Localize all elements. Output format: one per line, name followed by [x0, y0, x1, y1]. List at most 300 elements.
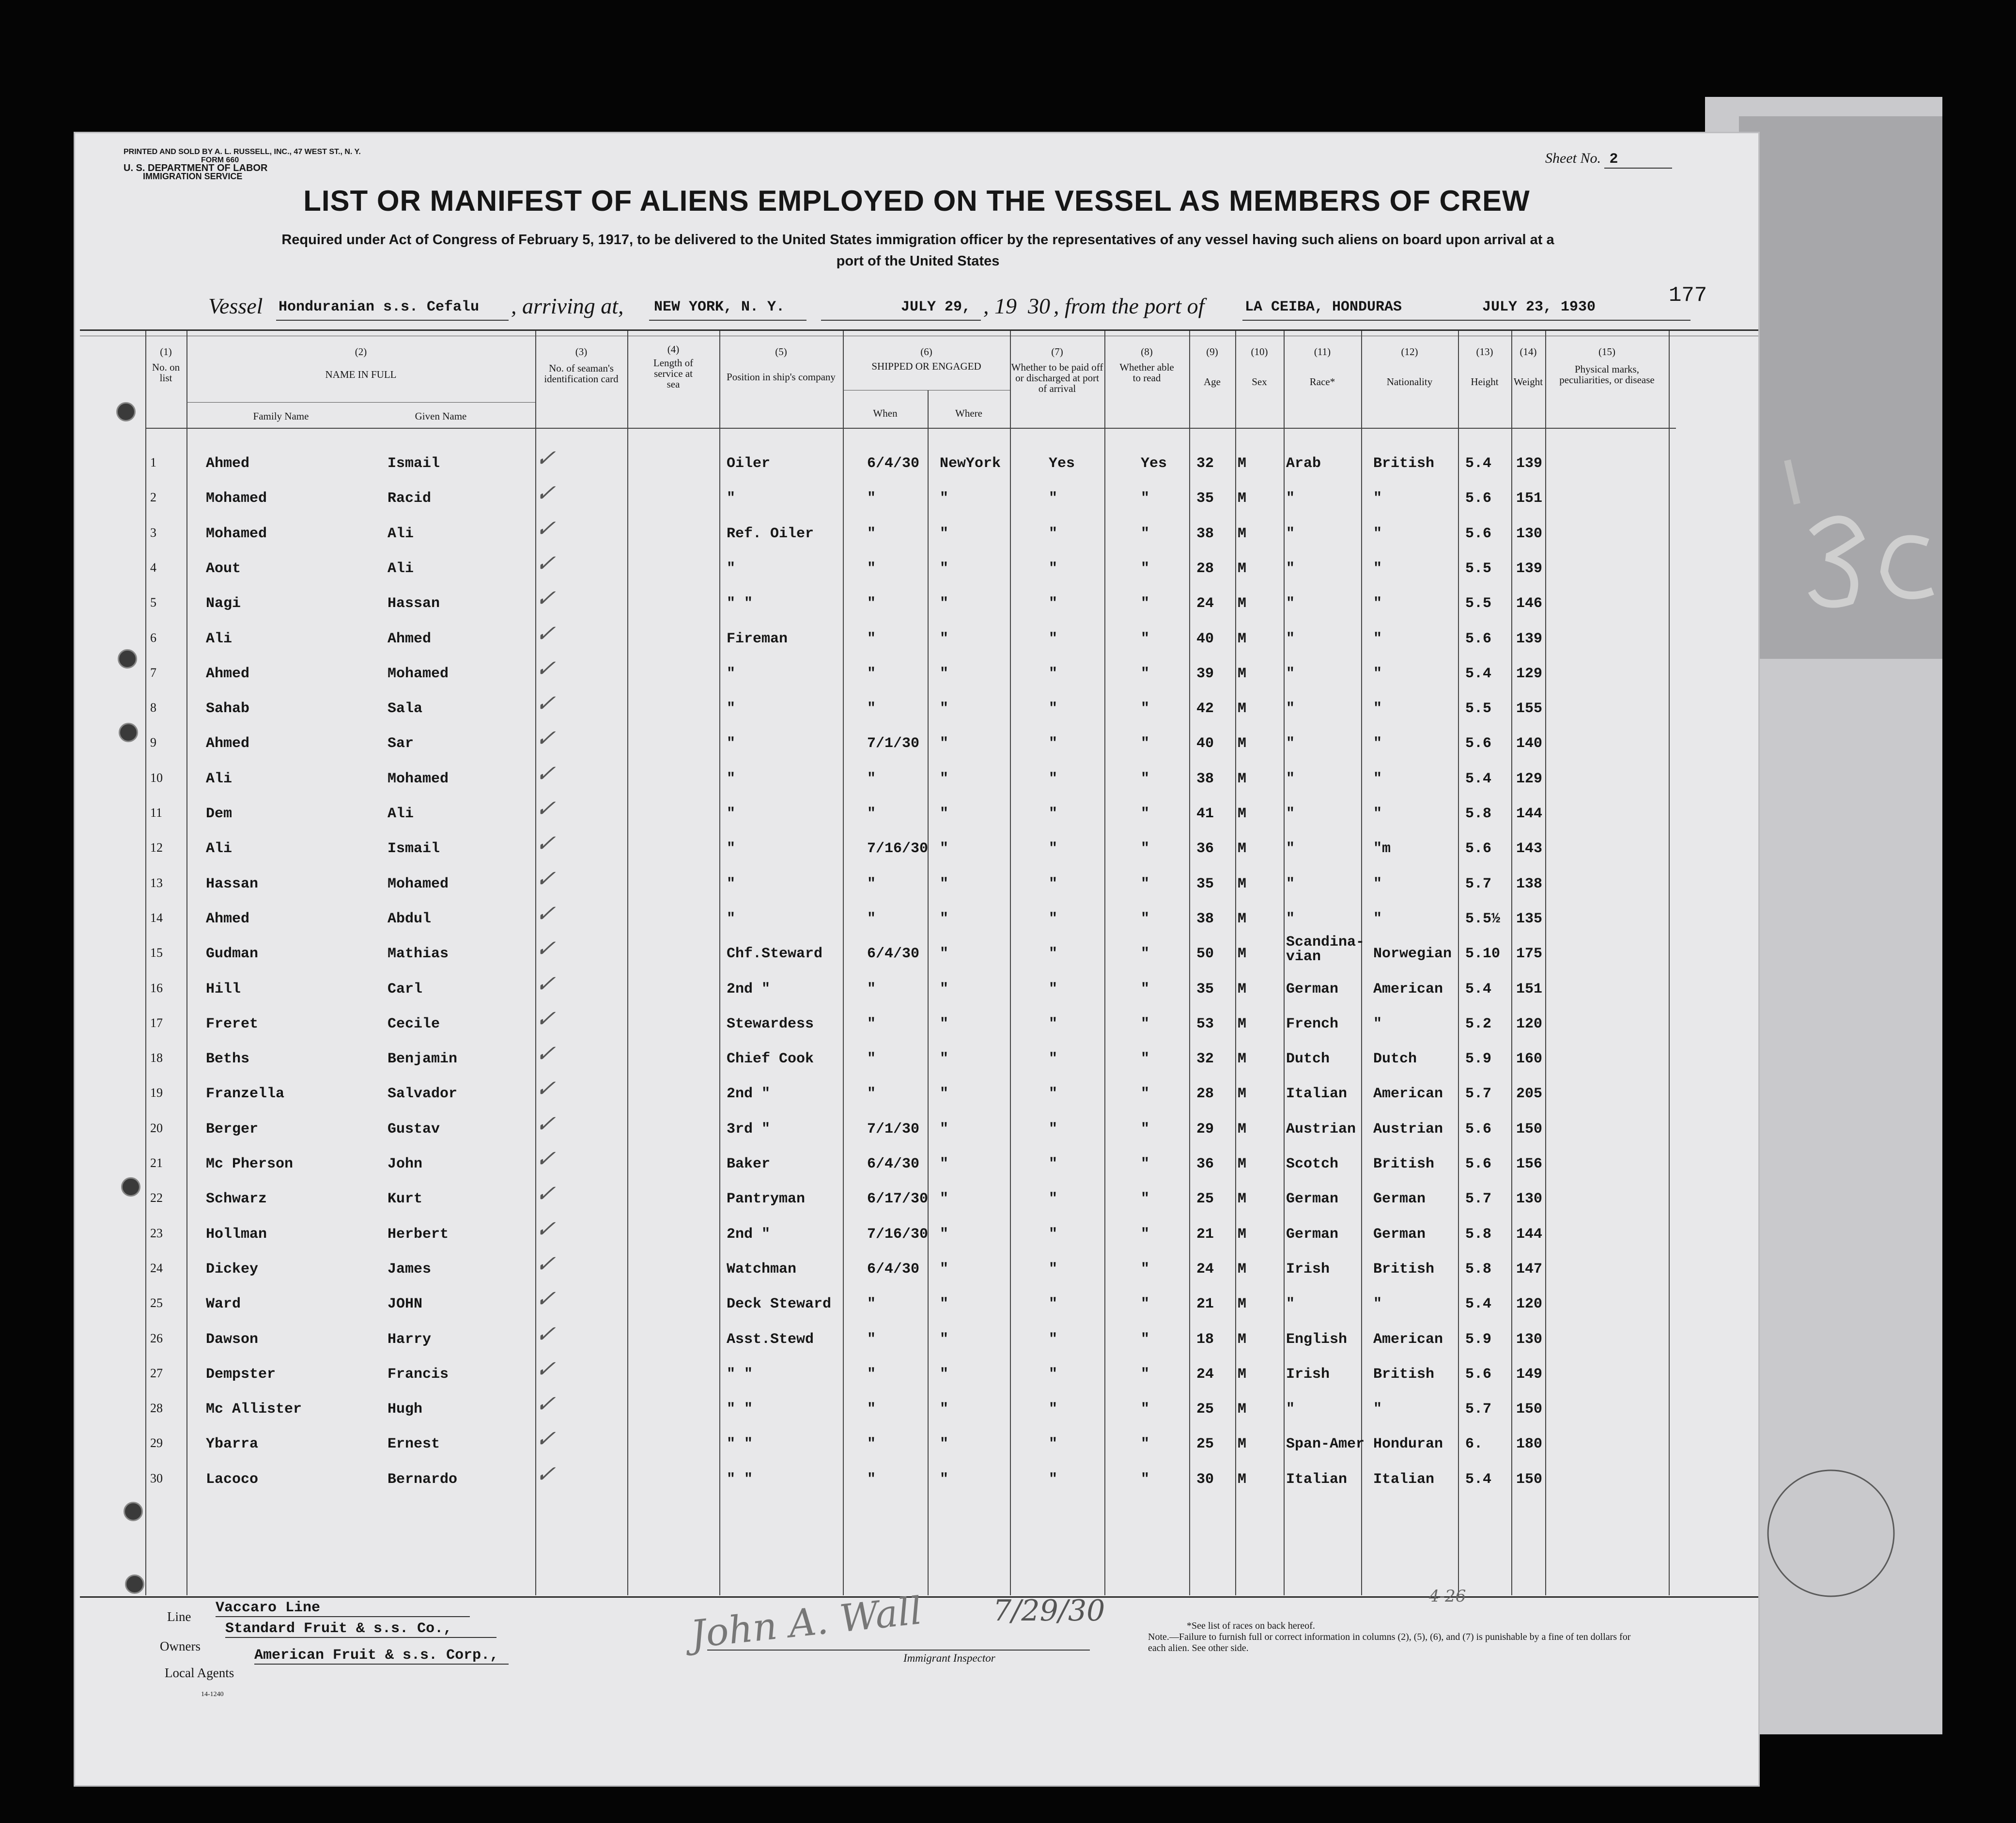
cell-given-name: JOHN [388, 1296, 423, 1312]
cell-row-number: 4 [150, 561, 156, 575]
cell-sex: M [1238, 806, 1247, 822]
cell-family-name: Hassan [206, 876, 259, 892]
cell-weight: 175 [1516, 946, 1543, 962]
cell-shipped-when: " [867, 911, 876, 927]
check-mark-icon: ✓ [532, 1461, 562, 1488]
cell-weight: 120 [1516, 1296, 1543, 1312]
cell-sex: M [1238, 771, 1247, 787]
cell-family-name: Hollman [206, 1226, 267, 1243]
cell-paid-off: " [1049, 701, 1058, 717]
check-mark-icon: ✓ [532, 1215, 562, 1243]
cell-race: Irish [1286, 1261, 1330, 1278]
table-row [0, 1040, 1695, 1081]
cell-able-to-read: " [1141, 946, 1150, 962]
cell-height: 5.9 [1465, 1331, 1492, 1348]
cell-able-to-read: " [1141, 526, 1150, 542]
cell-able-to-read: " [1141, 561, 1150, 577]
cell-weight: 156 [1516, 1156, 1543, 1172]
cell-nationality: " [1373, 666, 1382, 682]
cell-row-number: 6 [150, 631, 156, 645]
cell-weight: 149 [1516, 1366, 1543, 1383]
cell-shipped-when: " [867, 1471, 876, 1488]
cell-nationality: British [1373, 1366, 1435, 1383]
line-label: Line [167, 1609, 191, 1624]
cell-race: " [1286, 735, 1295, 752]
cell-family-name: Gudman [206, 946, 259, 962]
note-races: *See list of races on back hereof. [1187, 1620, 1315, 1631]
cell-given-name: Bernardo [388, 1471, 458, 1488]
cell-nationality: " [1373, 1401, 1382, 1418]
check-mark-icon: ✓ [532, 585, 562, 612]
cell-sex: M [1238, 1366, 1247, 1383]
margin-pencil-mark [1768, 446, 1952, 620]
cell-shipped-where: " [940, 1226, 949, 1243]
cell-sex: M [1238, 526, 1247, 542]
cell-race: " [1286, 701, 1295, 717]
check-mark-icon: ✓ [532, 655, 562, 682]
cell-shipped-where: " [940, 1016, 949, 1032]
cell-family-name: Mc Allister [206, 1401, 302, 1418]
cell-paid-off: " [1049, 841, 1058, 857]
cell-row-number: 17 [150, 1016, 163, 1030]
cell-given-name: Ali [388, 806, 414, 822]
table-row [0, 550, 1695, 591]
cell-shipped-where: " [940, 735, 949, 752]
col-given-header: Given Name [415, 410, 467, 422]
cell-height: 5.8 [1465, 806, 1492, 822]
punch-hole [125, 1574, 144, 1594]
cell-nationality: " [1373, 771, 1382, 787]
owners-value: Standard Fruit & s.s. Co., [225, 1620, 496, 1638]
cell-row-number: 11 [150, 806, 163, 820]
col-height-header: (13) Height [1471, 346, 1499, 388]
check-mark-icon: ✓ [532, 795, 562, 822]
cell-race: " [1286, 666, 1295, 682]
cell-age: 38 [1196, 526, 1214, 542]
cell-given-name: Harry [388, 1331, 432, 1348]
cell-age: 21 [1196, 1296, 1214, 1312]
cell-sex: M [1238, 841, 1247, 857]
cell-paid-off: " [1049, 595, 1058, 612]
check-mark-icon: ✓ [532, 550, 562, 577]
cell-paid-off: " [1049, 876, 1058, 892]
cell-position: " [727, 806, 736, 822]
cell-able-to-read: " [1141, 1121, 1150, 1137]
cell-family-name: Nagi [206, 595, 241, 612]
cell-position: Fireman [727, 631, 788, 647]
cell-race: " [1286, 526, 1295, 542]
cell-age: 36 [1196, 841, 1214, 857]
cell-nationality: British [1373, 1261, 1435, 1278]
cell-race: " [1286, 1296, 1295, 1312]
cell-able-to-read: " [1141, 1471, 1150, 1488]
cell-shipped-when: 6/4/30 [867, 1156, 920, 1172]
page-number: 177 [1669, 283, 1707, 308]
cell-sex: M [1238, 561, 1247, 577]
cell-race: Austrian [1286, 1121, 1356, 1137]
cell-age: 39 [1196, 666, 1214, 682]
cell-height: 5.6 [1465, 735, 1492, 752]
table-row [0, 1321, 1695, 1361]
cell-able-to-read: " [1141, 1226, 1150, 1243]
check-mark-icon: ✓ [532, 690, 562, 717]
local-agents-label: Local Agents [165, 1666, 234, 1680]
cell-shipped-where: NewYork [940, 455, 1001, 472]
cell-position: " [727, 735, 736, 752]
cell-race: Italian [1286, 1471, 1348, 1488]
cell-shipped-where: " [940, 1401, 949, 1418]
cell-able-to-read: " [1141, 1436, 1150, 1452]
cell-sex: M [1238, 946, 1247, 962]
cell-row-number: 26 [150, 1331, 163, 1345]
cell-family-name: Dempster [206, 1366, 276, 1383]
cell-weight: 140 [1516, 735, 1543, 752]
cell-paid-off: " [1049, 1296, 1058, 1312]
cell-shipped-when: " [867, 666, 876, 682]
cell-position: " [727, 561, 736, 577]
cell-race: " [1286, 771, 1295, 787]
cell-height: 5.6 [1465, 1366, 1492, 1383]
vessel-name: Honduranian s.s. Cefalu [279, 299, 480, 315]
cell-row-number: 13 [150, 876, 163, 890]
cell-shipped-when: 7/1/30 [867, 735, 920, 752]
cell-family-name: Dickey [206, 1261, 259, 1278]
cell-able-to-read: " [1141, 1261, 1150, 1278]
cell-height: 5.6 [1465, 526, 1492, 542]
cell-nationality: American [1373, 981, 1443, 997]
cell-weight: 129 [1516, 771, 1543, 787]
cell-shipped-when: " [867, 1401, 876, 1418]
cell-shipped-where: " [940, 701, 949, 717]
cell-weight: 144 [1516, 1226, 1543, 1243]
cell-given-name: Ismail [388, 455, 440, 472]
cell-race: Scandina-vian [1286, 934, 1365, 965]
printer-line: PRINTED AND SOLD BY A. L. RUSSELL, INC., 47 WEST ST., N. Y. [124, 148, 361, 156]
cell-position: Deck Steward [727, 1296, 832, 1312]
check-mark-icon: ✓ [532, 515, 562, 542]
check-mark-icon: ✓ [532, 935, 562, 962]
check-mark-icon: ✓ [532, 1145, 562, 1172]
col-position-header: (5) Position in ship's company [727, 346, 836, 383]
cell-given-name: Cecile [388, 1016, 440, 1032]
cell-family-name: Aout [206, 561, 241, 577]
cell-sex: M [1238, 981, 1247, 997]
cell-paid-off: " [1049, 526, 1058, 542]
cell-shipped-when: " [867, 1086, 876, 1102]
table-row [0, 1285, 1695, 1326]
cell-age: 35 [1196, 981, 1214, 997]
cell-given-name: Sala [388, 701, 423, 717]
col-shipped-header: (6) SHIPPED OR ENGAGED [871, 346, 981, 372]
cell-row-number: 5 [150, 595, 156, 609]
cell-row-number: 3 [150, 526, 156, 540]
cell-given-name: Ali [388, 561, 414, 577]
cell-paid-off: " [1049, 806, 1058, 822]
cell-given-name: Abdul [388, 911, 432, 927]
col-sex-header: (10) Sex [1251, 346, 1268, 388]
cell-weight: 143 [1516, 841, 1543, 857]
cell-sex: M [1238, 1401, 1247, 1418]
sheet-number [1545, 150, 1672, 169]
cell-position: Watchman [727, 1261, 797, 1278]
cell-able-to-read: " [1141, 1331, 1150, 1348]
col-where-header: Where [955, 407, 982, 419]
table-row [0, 1356, 1695, 1396]
cell-row-number: 25 [150, 1296, 163, 1310]
cell-given-name: Francis [388, 1366, 449, 1383]
cell-shipped-where: " [940, 561, 949, 577]
cell-given-name: Kurt [388, 1191, 423, 1207]
cell-shipped-when: " [867, 490, 876, 507]
cell-age: 35 [1196, 876, 1214, 892]
cell-paid-off: " [1049, 911, 1058, 927]
cell-race: " [1286, 631, 1295, 647]
cell-height: 5.7 [1465, 876, 1492, 892]
cell-height: 5.7 [1465, 1191, 1492, 1207]
cell-given-name: Salvador [388, 1086, 458, 1102]
owners-label: Owners [160, 1639, 201, 1653]
cell-nationality: " [1373, 876, 1382, 892]
check-mark-icon: ✓ [532, 445, 562, 472]
cell-weight: 144 [1516, 806, 1543, 822]
cell-family-name: Beths [206, 1051, 250, 1067]
cell-row-number: 16 [150, 981, 163, 995]
cell-race: German [1286, 1226, 1339, 1243]
cell-race: Irish [1286, 1366, 1330, 1383]
page-subtitle [203, 229, 1632, 272]
cell-sex: M [1238, 631, 1247, 647]
cell-weight: 151 [1516, 490, 1543, 507]
cell-nationality: British [1373, 455, 1435, 472]
cell-paid-off: " [1049, 561, 1058, 577]
cell-nationality: German [1373, 1226, 1426, 1243]
cell-shipped-where: " [940, 526, 949, 542]
cell-nationality: Norwegian [1373, 946, 1452, 962]
cell-nationality: " [1373, 735, 1382, 752]
cell-shipped-where: " [940, 1331, 949, 1348]
cell-shipped-when: " [867, 771, 876, 787]
cell-nationality: American [1373, 1331, 1443, 1348]
col-read-header: (8) Whether able to read [1119, 346, 1174, 384]
cell-row-number: 21 [150, 1156, 163, 1170]
cell-height: 5.7 [1465, 1086, 1492, 1102]
cell-height: 6. [1465, 1436, 1483, 1452]
cell-race: " [1286, 806, 1295, 822]
cell-sex: M [1238, 1296, 1247, 1312]
cell-shipped-where: " [940, 1121, 949, 1137]
cell-age: 40 [1196, 631, 1214, 647]
check-mark-icon: ✓ [532, 760, 562, 787]
cell-age: 24 [1196, 1261, 1214, 1278]
cell-shipped-when: 7/16/30 [867, 841, 929, 857]
cell-paid-off: " [1049, 1226, 1058, 1243]
cell-given-name: Ismail [388, 841, 440, 857]
cell-height: 5.4 [1465, 1296, 1492, 1312]
cell-weight: 139 [1516, 561, 1543, 577]
cell-able-to-read: " [1141, 595, 1150, 612]
table-row [0, 830, 1695, 871]
cell-age: 25 [1196, 1191, 1214, 1207]
cell-nationality: British [1373, 1156, 1435, 1172]
cell-family-name: Mohamed [206, 490, 267, 507]
cell-position: 2nd " [727, 1086, 771, 1102]
table-row [0, 1250, 1695, 1291]
check-mark-icon: ✓ [532, 1390, 562, 1418]
form-meta [124, 148, 361, 181]
cell-age: 32 [1196, 455, 1214, 472]
cell-age: 41 [1196, 806, 1214, 822]
cell-sex: M [1238, 1156, 1247, 1172]
cell-age: 50 [1196, 946, 1214, 962]
cell-weight: 180 [1516, 1436, 1543, 1452]
cell-able-to-read: " [1141, 701, 1150, 717]
cell-shipped-where: " [940, 1471, 949, 1488]
cell-position: " [727, 701, 736, 717]
cell-row-number: 2 [150, 490, 156, 504]
cell-able-to-read: " [1141, 841, 1150, 857]
cell-race: " [1286, 1401, 1295, 1418]
cell-sex: M [1238, 701, 1247, 717]
cell-weight: 130 [1516, 1331, 1543, 1348]
cell-age: 42 [1196, 701, 1214, 717]
cell-age: 32 [1196, 1051, 1214, 1067]
cell-nationality: " [1373, 701, 1382, 717]
check-mark-icon: ✓ [532, 1005, 562, 1032]
cell-age: 25 [1196, 1436, 1214, 1452]
cell-sex: M [1238, 1436, 1247, 1452]
cell-row-number: 27 [150, 1366, 163, 1380]
cell-height: 5.6 [1465, 841, 1492, 857]
departure-port: LA CEIBA, HONDURAS [1245, 299, 1402, 315]
cell-able-to-read: " [1141, 1051, 1150, 1067]
inspector-label: Immigrant Inspector [903, 1652, 995, 1664]
table-top-rule [80, 329, 1758, 331]
cell-row-number: 1 [150, 455, 156, 469]
footer-note [1148, 1620, 1642, 1654]
table-row [0, 795, 1695, 836]
cell-given-name: Mohamed [388, 876, 449, 892]
cell-age: 38 [1196, 911, 1214, 927]
cell-shipped-where: " [940, 806, 949, 822]
cell-able-to-read: " [1141, 1191, 1150, 1207]
cell-family-name: Ali [206, 771, 233, 787]
cell-age: 24 [1196, 1366, 1214, 1383]
cell-height: 5.4 [1465, 1471, 1492, 1488]
year-prefix: , 19 [983, 294, 1017, 318]
check-mark-icon: ✓ [532, 725, 562, 752]
cell-row-number: 19 [150, 1086, 163, 1100]
cell-height: 5.6 [1465, 490, 1492, 507]
from-port-label: , from the port of [1054, 294, 1205, 318]
cell-able-to-read: " [1141, 1156, 1150, 1172]
vessel-label: Vessel [208, 294, 263, 318]
cell-sex: M [1238, 1086, 1247, 1102]
cell-shipped-when: 7/16/30 [867, 1226, 929, 1243]
cell-given-name: Benjamin [388, 1051, 458, 1067]
cell-age: 18 [1196, 1331, 1214, 1348]
cell-row-number: 10 [150, 771, 163, 785]
cell-given-name: Ahmed [388, 631, 432, 647]
check-mark-icon: ✓ [532, 1356, 562, 1383]
cell-sex: M [1238, 1051, 1247, 1067]
table-row [0, 445, 1695, 485]
table-row [0, 1110, 1695, 1151]
cell-race: German [1286, 1191, 1339, 1207]
cell-family-name: Ahmed [206, 666, 250, 682]
col-paid-off-header: (7) Whether to be paid off or discharged at port of arrival [1011, 346, 1103, 394]
cell-height: 5.5 [1465, 595, 1492, 612]
cell-race: English [1286, 1331, 1348, 1348]
subtitle-line-2: port of the United States [836, 253, 1000, 269]
cell-shipped-where: " [940, 631, 949, 647]
departure-date: JULY 23, 1930 [1482, 299, 1596, 315]
table-row [0, 970, 1695, 1011]
cell-race: Span-Amer [1286, 1436, 1365, 1452]
cell-sex: M [1238, 455, 1247, 472]
cell-given-name: Hassan [388, 595, 440, 612]
cell-weight: 151 [1516, 981, 1543, 997]
cell-able-to-read: " [1141, 666, 1150, 682]
cell-position: Stewardess [727, 1016, 814, 1032]
cell-family-name: Dem [206, 806, 233, 822]
cell-position: Chief Cook [727, 1051, 814, 1067]
punch-hole [116, 402, 136, 421]
cell-given-name: Mathias [388, 946, 449, 962]
cell-position: " [727, 911, 736, 927]
vessel-line [208, 293, 1710, 322]
note-penalty: Note.—Failure to furnish full or correct information in columns (2), (5), (6), and (7) is punishable by a fine of ten dollars for each alien. See other side. [1148, 1632, 1631, 1653]
cell-height: 5.9 [1465, 1051, 1492, 1067]
cell-family-name: Berger [206, 1121, 259, 1137]
cell-race: German [1286, 981, 1339, 997]
cell-race: " [1286, 876, 1295, 892]
inspector-signature-date: 7/29/30 [993, 1594, 1105, 1628]
cell-nationality: Dutch [1373, 1051, 1417, 1067]
stamp-circle [1763, 1463, 1904, 1604]
cell-height: 5.7 [1465, 1401, 1492, 1418]
cell-nationality: Honduran [1373, 1436, 1443, 1452]
cell-given-name: Racid [388, 490, 432, 507]
cell-able-to-read: " [1141, 806, 1150, 822]
cell-weight: 129 [1516, 666, 1543, 682]
cell-position: " [727, 490, 736, 507]
cell-race: " [1286, 595, 1295, 612]
cell-able-to-read: " [1141, 1296, 1150, 1312]
cell-sex: M [1238, 1121, 1247, 1137]
table-row [0, 760, 1695, 801]
cell-nationality: German [1373, 1191, 1426, 1207]
cell-weight: 139 [1516, 455, 1543, 472]
check-mark-icon: ✓ [532, 1040, 562, 1067]
cell-able-to-read: " [1141, 1016, 1150, 1032]
cell-given-name: Mohamed [388, 666, 449, 682]
table-row [0, 1425, 1695, 1466]
table-row [0, 585, 1695, 625]
check-mark-icon: ✓ [532, 1075, 562, 1102]
cell-able-to-read: " [1141, 490, 1150, 507]
cell-weight: 150 [1516, 1121, 1543, 1137]
col-race-header: (11) Race* [1309, 346, 1335, 388]
cell-sex: M [1238, 1226, 1247, 1243]
cell-shipped-when: " [867, 631, 876, 647]
inspector-signature: John A. Wall [688, 1589, 924, 1657]
table-row [0, 1075, 1695, 1116]
cell-paid-off: " [1049, 666, 1058, 682]
cell-paid-off: " [1049, 1191, 1058, 1207]
cell-position: Asst.Stewd [727, 1331, 814, 1348]
cell-position: 2nd " [727, 1226, 771, 1243]
service: IMMIGRATION SERVICE [143, 171, 243, 181]
